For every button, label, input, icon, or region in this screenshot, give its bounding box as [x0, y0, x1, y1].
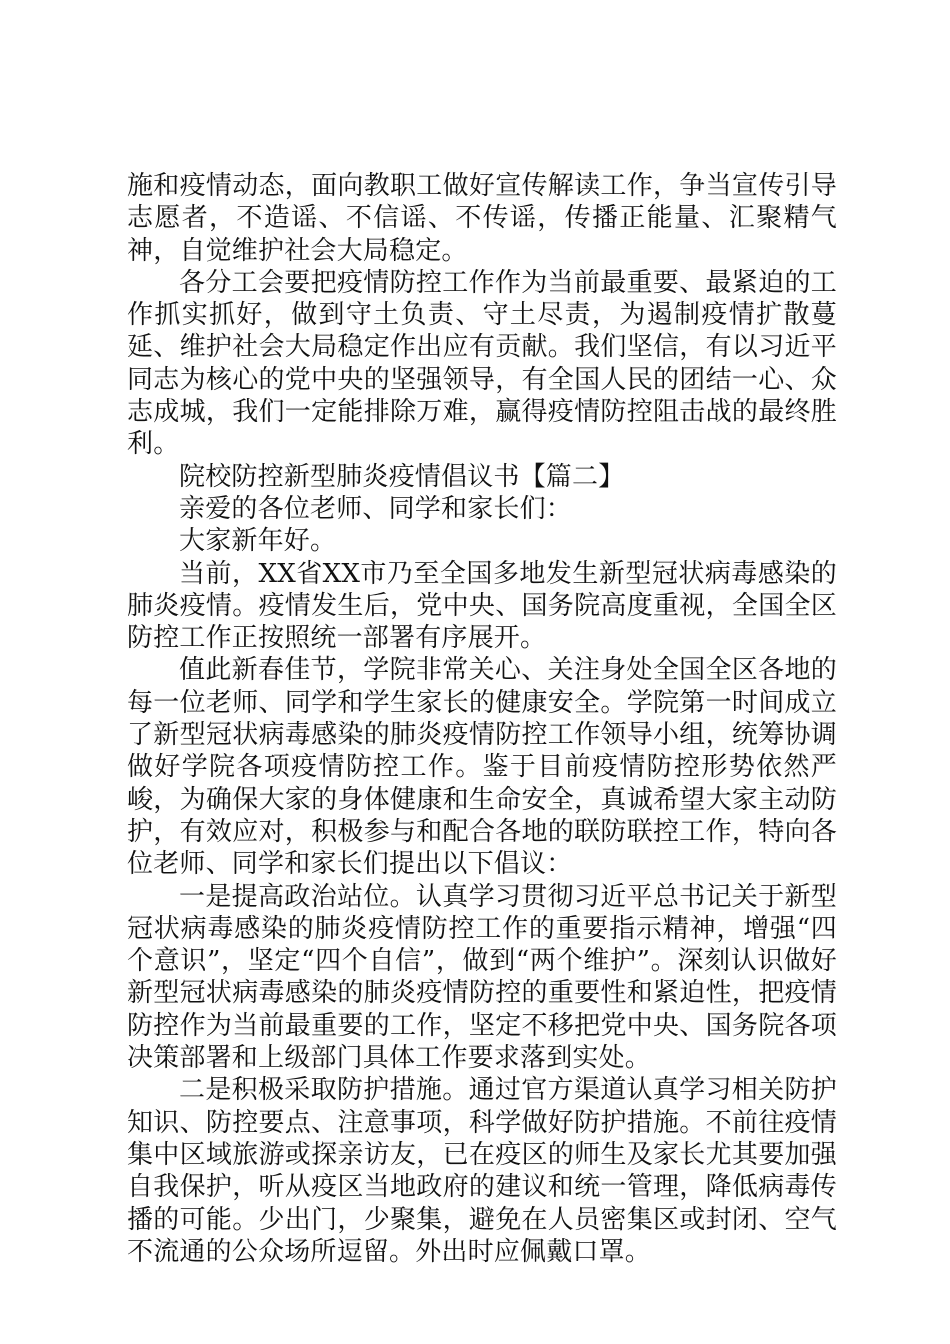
paragraph-2: 各分工会要把疫情防控工作作为当前最重要、最紧迫的工作抓实抓好，做到守土负责、守土尽责，为遏制疫情扩散蔓延、维护社会大局稳定作出应有贡献。我们坚信，有以习近平同志为核心的党中央的坚强领导，有全国人民的团结一心、众志成城，我们一定能排除万难，赢得疫情防控阻击战的最终胜利。 — [127, 267, 837, 460]
paragraph-1: 施和疫情动态，面向教职工做好宣传解读工作，争当宣传引导志愿者，不造谣、不信谣、不传谣，传播正能量、汇聚精气神，自觉维护社会大局稳定。 — [127, 171, 837, 266]
paragraph-4: 值此新春佳节，学院非常关心、关注身处全国全区各地的每一位老师、同学和学生家长的健康安全。学院第一时间成立了新型冠状病毒感染的肺炎疫情防控工作领导小组，统筹协调做好学院各项疫情防控工作。鉴于目前疫情防控形势依然严峻，为确保大家的身体健康和生命安全，真诚希望大家主动防护，有效应对，积极参与和配合各地的联防联控工作，特向各位老师、同学和家长们提出以下倡议： — [127, 655, 837, 880]
paragraph-5: 一是提高政治站位。认真学习贯彻习近平总书记关于新型冠状病毒感染的肺炎疫情防控工作的重要指示精神，增强“四个意识”，坚定“四个自信”，做到“两个维护”。深刻认识做好新型冠状病毒感染的肺炎疫情防控的重要性和紧迫性，把疫情防控作为当前最重要的工作，坚定不移把党中央、国务院各项决策部署和上级部门具体工作要求落到实处。 — [127, 881, 837, 1074]
greeting: 大家新年好。 — [179, 526, 337, 557]
document-body — [127, 170, 837, 1268]
paragraph-6: 二是积极采取防护措施。通过官方渠道认真学习相关防护知识、防控要点、注意事项，科学做好防护措施。不前往疫情集中区域旅游或探亲访友，已在疫区的师生及家长尤其要加强自我保护，听从疫区当地政府的建议和统一管理，降低病毒传播的可能。少出门，少聚集，避免在人员密集区或封闭、空气不流通的公众场所逗留。外出时应佩戴口罩。 — [127, 1075, 837, 1267]
section-heading: 院校防控新型肺炎疫情倡议书【篇二】 — [179, 461, 625, 492]
salutation: 亲爱的各位老师、同学和家长们： — [179, 493, 573, 524]
paragraph-3: 当前，XX省XX市乃至全国多地发生新型冠状病毒感染的肺炎疫情。疫情发生后，党中央、国务院高度重视，全国全区防控工作正按照统一部署有序展开。 — [127, 558, 837, 654]
